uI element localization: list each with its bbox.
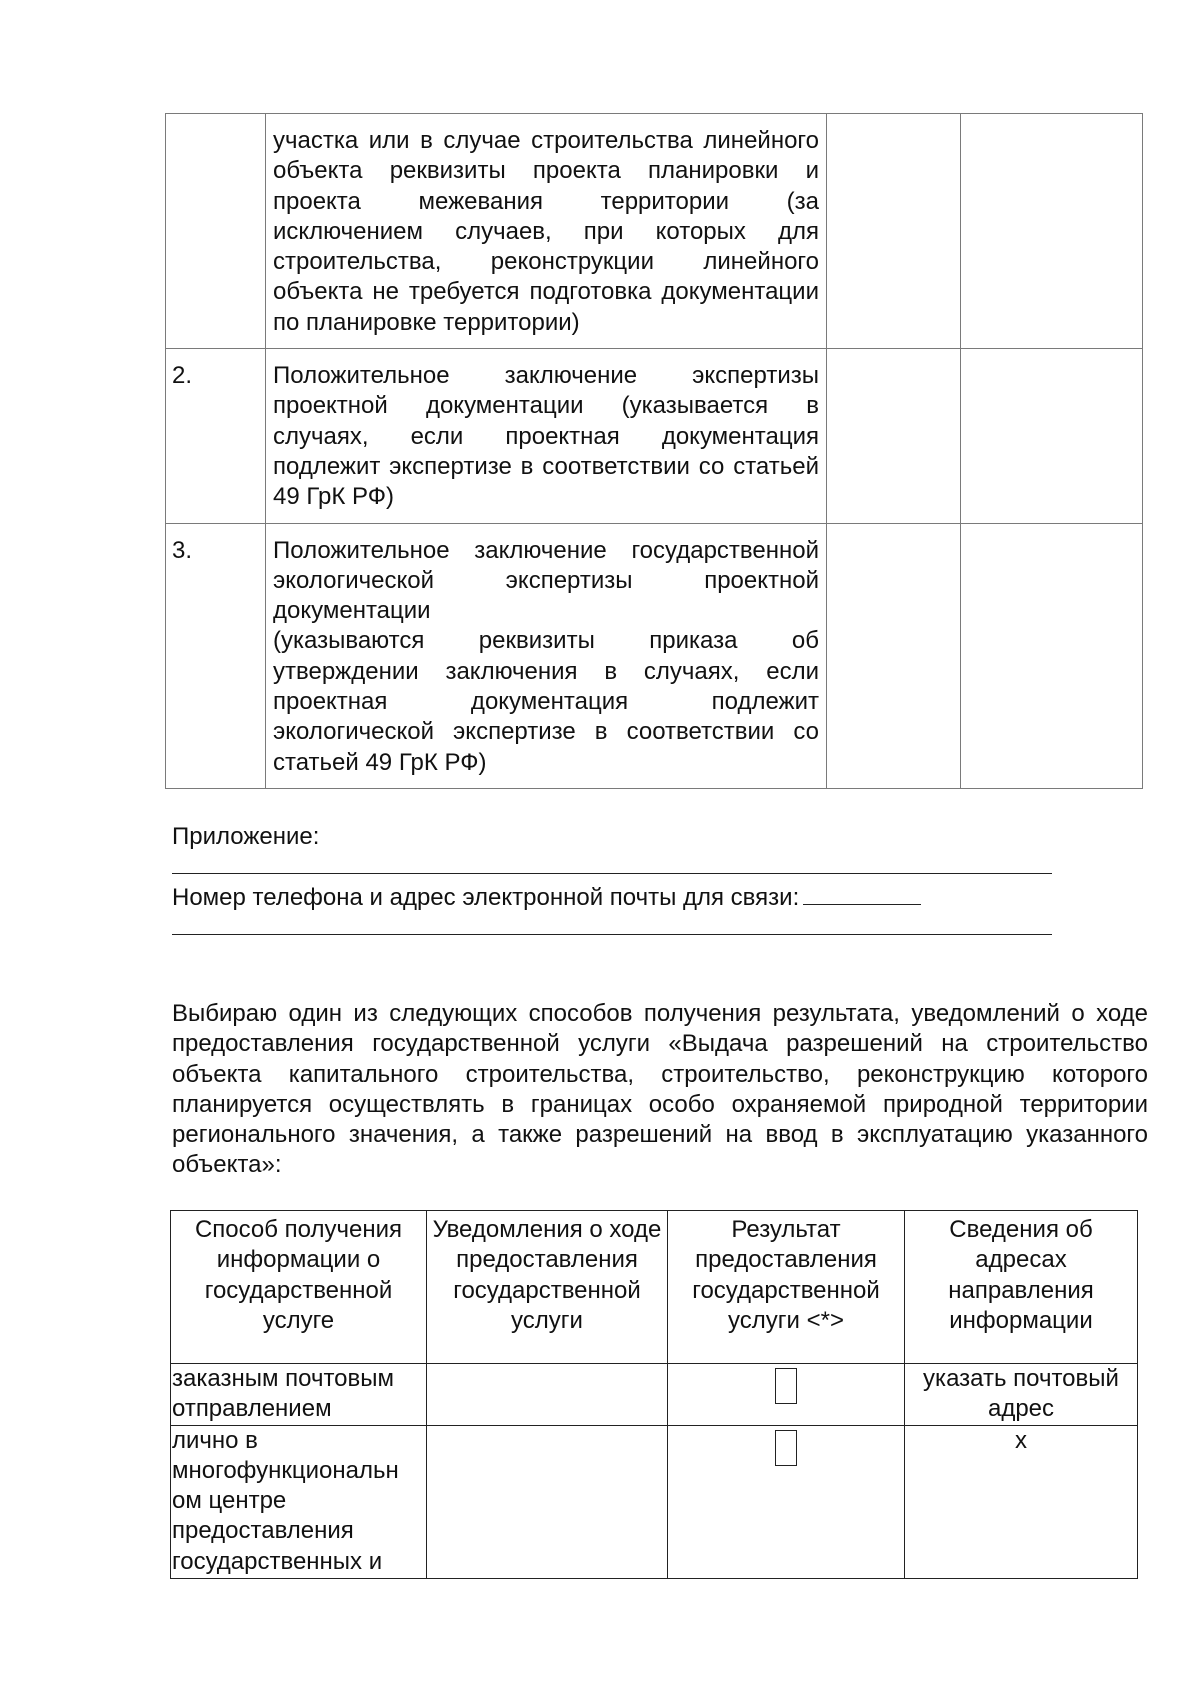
delivery-method-paragraph: Выбираю один из следующих способов получения результата, уведомлений о ходе предоставления государственной услуги «Выдача разрешений на строительство объекта капитального строительства, строительство, реконструкцию которого планируется осуществлять в границах особо охраняемой природной территории регионального значения, а также разрешений на ввод в эксплуатацию указанного объекта»: bbox=[172, 1000, 1148, 1179]
result-checkbox[interactable] bbox=[775, 1368, 797, 1404]
row-number bbox=[166, 114, 266, 349]
phone-email-line bbox=[172, 882, 921, 913]
header-address-info: Сведения об адресах направления информации bbox=[905, 1211, 1138, 1364]
phone-email-label: Номер телефона и адрес электронной почты для связи: bbox=[172, 884, 800, 911]
table-row bbox=[166, 523, 1143, 788]
header-method: Способ получения информации о государственной услуге bbox=[171, 1211, 427, 1364]
row-number: 2. bbox=[166, 349, 266, 523]
address-info-cell: указать почтовый адрес bbox=[905, 1364, 1138, 1426]
empty-cell bbox=[961, 349, 1143, 523]
notifications-cell bbox=[427, 1425, 668, 1578]
empty-cell bbox=[827, 114, 961, 349]
row-description: участка или в случае строительства линейного объекта реквизиты проекта планировки и проекта межевания территории (за исключением случаев, при которых для строительства, реконструкции линейного объекта не требуется подготовка документации по планировке территории) bbox=[266, 114, 827, 349]
table-header-row bbox=[171, 1211, 1138, 1364]
row-description bbox=[266, 523, 827, 788]
result-cell bbox=[668, 1425, 905, 1578]
result-checkbox[interactable] bbox=[775, 1430, 797, 1466]
table-row bbox=[166, 349, 1143, 523]
method-cell: заказным почтовым отправлением bbox=[171, 1364, 427, 1426]
row-description-main: Положительное заключение государственной экологической экспертизы проектной документации bbox=[273, 536, 819, 625]
empty-cell bbox=[961, 114, 1143, 349]
delivery-methods-table bbox=[170, 1210, 1138, 1579]
method-cell: лично в многофункциональн ом центре предоставления государственных и bbox=[171, 1425, 427, 1578]
notifications-cell bbox=[427, 1364, 668, 1426]
phone-email-blank bbox=[803, 882, 921, 905]
empty-cell bbox=[827, 349, 961, 523]
documents-table bbox=[165, 113, 1143, 789]
table-row bbox=[171, 1364, 1138, 1426]
row-number: 3. bbox=[166, 523, 266, 788]
result-cell bbox=[668, 1364, 905, 1426]
row-description: Положительное заключение экспертизы проектной документации (указывается в случаях, если проектная документация подлежит экспертизе в соответствии со статьей 49 ГрК РФ) bbox=[266, 349, 827, 523]
attachment-label: Приложение: bbox=[172, 823, 320, 850]
address-info-cell: х bbox=[905, 1425, 1138, 1578]
empty-cell bbox=[827, 523, 961, 788]
attachment-underline bbox=[172, 873, 1052, 874]
empty-cell bbox=[961, 523, 1143, 788]
header-result: Результат предоставления государственной услуги <*> bbox=[668, 1211, 905, 1364]
phone-email-underline bbox=[172, 934, 1052, 935]
row-description-cont: (указываются реквизиты приказа об утверждении заключения в случаях, если проектная документация подлежит экологической экспертизе в соответствии со статьей 49 ГрК РФ) bbox=[273, 627, 819, 776]
header-notifications: Уведомления о ходе предоставления государственной услуги bbox=[427, 1211, 668, 1364]
table-row bbox=[166, 114, 1143, 349]
table-row bbox=[171, 1425, 1138, 1578]
